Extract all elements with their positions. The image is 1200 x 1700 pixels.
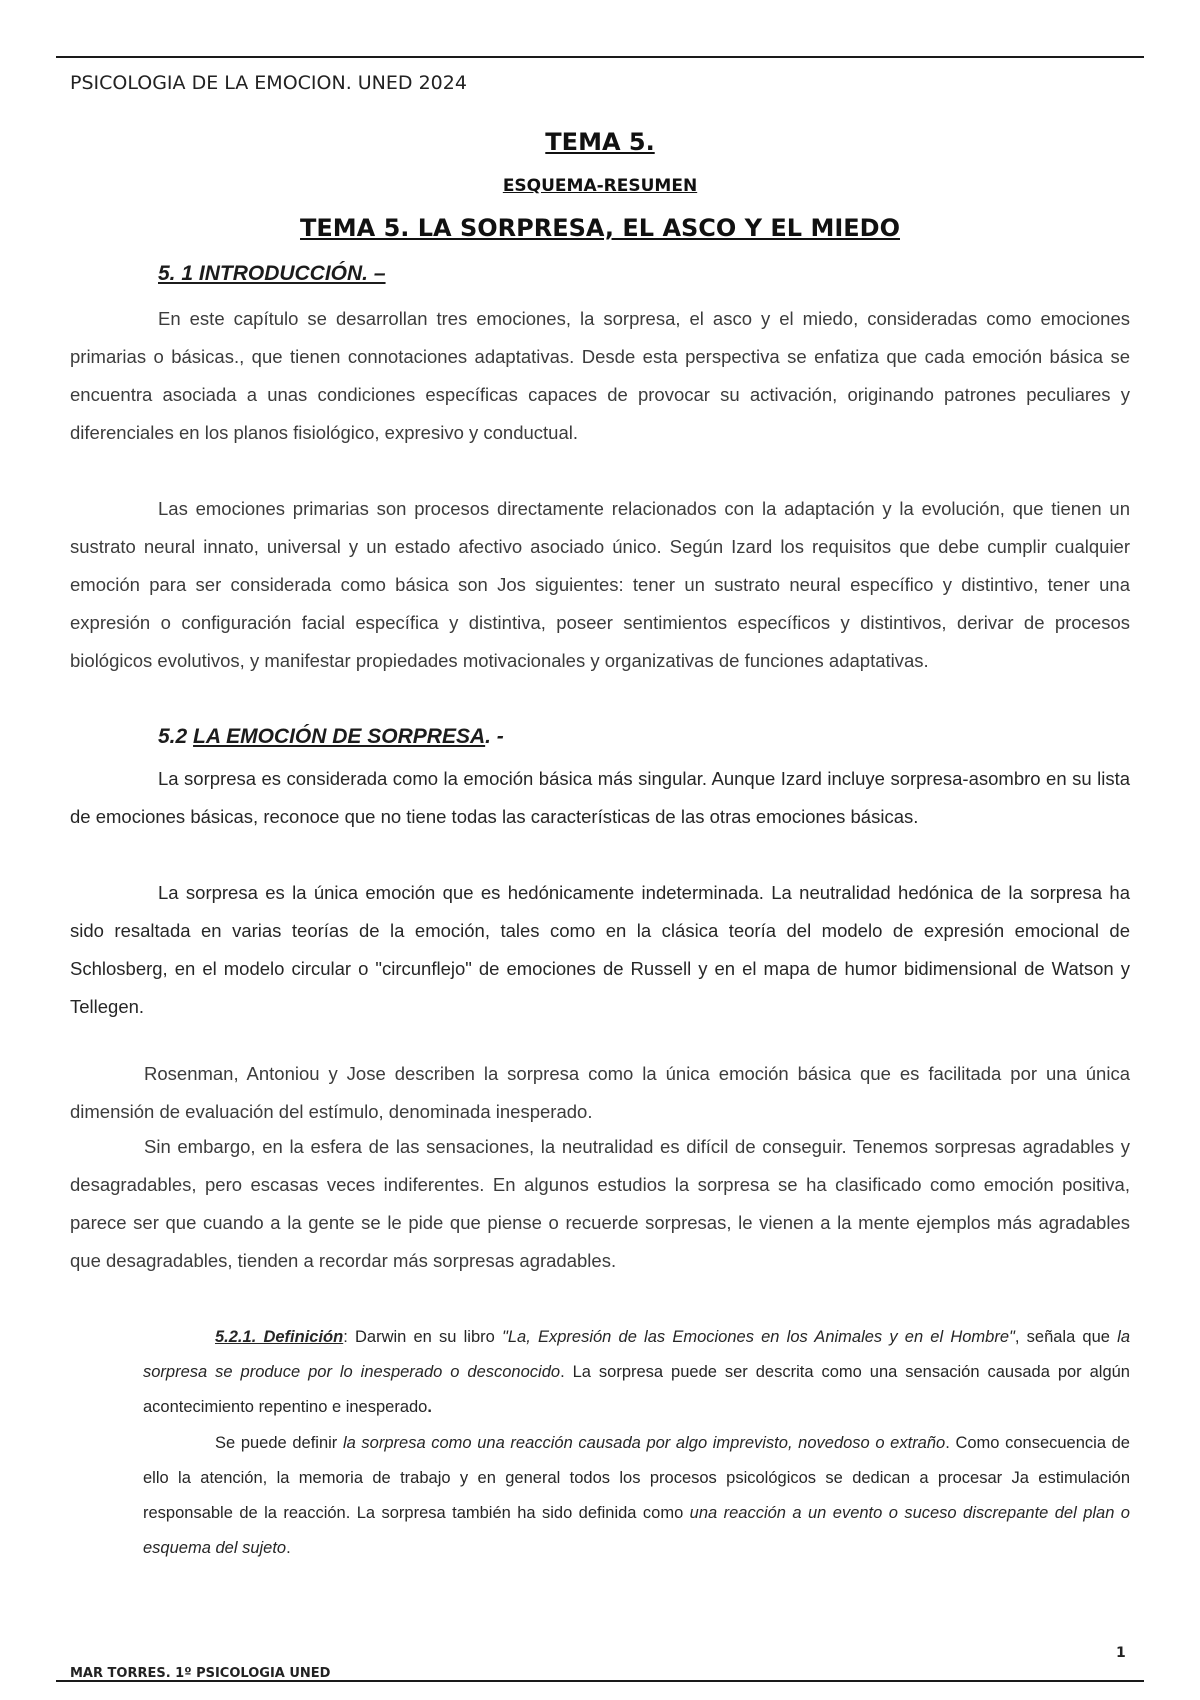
sorpresa-definition: la sorpresa como una reacción causada por algo imprevisto, novedoso o extraño bbox=[342, 1434, 946, 1452]
sorpresa-heading bbox=[158, 725, 504, 749]
definicion-text: : Darwin en su libro bbox=[343, 1328, 502, 1346]
footer-author: MAR TORRES. 1º PSICOLOGIA UNED bbox=[70, 1666, 331, 1681]
definicion-text: Se puede definir bbox=[215, 1434, 343, 1452]
definicion-lead: 5.2.1. Definición bbox=[215, 1328, 344, 1346]
definicion-text: . bbox=[286, 1539, 291, 1557]
darwin-quote: la sorpresa se produce por lo inesperado o desconocido bbox=[143, 1328, 1130, 1381]
darwin-book-title: "La, Expresión de las Emociones en los Animales y en el Hombre" bbox=[502, 1328, 1015, 1346]
paragraph-sorpresa-4: Sin embargo, en la esfera de las sensaciones, la neutralidad es difícil de conseguir. Tenemos sorpresas agradables y desagradables, pero escasas veces indiferentes. En algunos estudios la sorpresa se ha clasificado como emoción positiva, parece ser que cuando a la gente se le pide que piense o recuerde sorpresas, le vienen a la mente ejemplos más agradables que desagradables, tienden a recordar más sorpresas agradables. bbox=[70, 1136, 1130, 1271]
definicion-text: . La sorpresa puede ser descrita como una sensación causada por algún acontecimiento repentino e inesperado bbox=[143, 1363, 1130, 1416]
paragraph-intro-2: Las emociones primarias son procesos directamente relacionados con la adaptación y la evolución, que tienen un sustrato neural innato, universal y un estado afectivo asociado único. Según Izard los requisitos que debe cumplir cualquier emoción para ser considerada como básica son Jos siguientes: tener un sustrato neural específico y distintivo, tener una expresión o configuración facial específica y distintiva, poseer sentimientos específicos y distintivos, derivar de procesos biológicos evolutivos, y manifestar propiedades motivacionales y organizativas de funciones adaptativas. bbox=[70, 498, 1130, 671]
definicion-text: , señala que bbox=[1014, 1328, 1118, 1346]
sorpresa-heading-number: 5.2 bbox=[158, 725, 188, 748]
definicion-text: . Como consecuencia de ello la atención, la memoria de trabajo y en general todos los procesos psicológicos se dedican a procesar Ja estimulación responsable de la reacción. La sorpresa también ha sido definida como bbox=[143, 1434, 1130, 1522]
page-number: 1 bbox=[1116, 1645, 1126, 1661]
sorpresa-heading-tail: . - bbox=[485, 725, 504, 748]
definicion-period: . bbox=[427, 1398, 432, 1416]
paragraph-sorpresa-3: Rosenman, Antoniou y Jose describen la sorpresa como la única emoción básica que es facilitada por una única dimensión de evaluación del estímulo, denominada inesperado. bbox=[70, 1063, 1130, 1122]
definicion-paragraph-1 bbox=[143, 1320, 1130, 1425]
sorpresa-definition-2: una reacción a un evento o suceso discrepante del plan o esquema del sujeto bbox=[143, 1504, 1130, 1557]
intro-heading: 5. 1 INTRODUCCIÓN. – bbox=[158, 262, 386, 285]
tema-title: TEMA 5. bbox=[545, 128, 655, 156]
paragraph-sorpresa-1: La sorpresa es considerada como la emoción básica más singular. Aunque Izard incluye sorpresa-asombro en su lista de emociones básicas, reconoce que no tiene todas las características de las otras emociones básicas. bbox=[70, 768, 1130, 827]
paragraph-sorpresa-2: La sorpresa es la única emoción que es hedónicamente indeterminada. La neutralidad hedónica de la sorpresa ha sido resaltada en varias teorías de la emoción, tales como en la clásica teoría del modelo de expresión emocional de Schlosberg, en el modelo circular o "circunflejo" de emociones de Russell y en el mapa de humor bidimensional de Watson y Tellegen. bbox=[70, 882, 1130, 1017]
running-header: PSICOLOGIA DE LA EMOCION. UNED 2024 bbox=[70, 72, 467, 94]
top-rule bbox=[56, 56, 1144, 58]
paragraph-intro-1: En este capítulo se desarrollan tres emociones, la sorpresa, el asco y el miedo, consideradas como emociones primarias o básicas., que tienen connotaciones adaptativas. Desde esta perspectiva se enfatiza que cada emoción básica se encuentra asociada a unas condiciones específicas capaces de provocar su activación, originando patrones peculiares y diferenciales en los planos fisiológico, expresivo y conductual. bbox=[70, 308, 1130, 443]
esquema-subtitle: ESQUEMA-RESUMEN bbox=[502, 176, 698, 196]
main-title: TEMA 5. LA SORPRESA, EL ASCO Y EL MIEDO bbox=[300, 214, 900, 242]
definicion-paragraph-2 bbox=[143, 1426, 1130, 1566]
sorpresa-heading-text: LA EMOCIÓN DE SORPRESA bbox=[193, 725, 486, 748]
